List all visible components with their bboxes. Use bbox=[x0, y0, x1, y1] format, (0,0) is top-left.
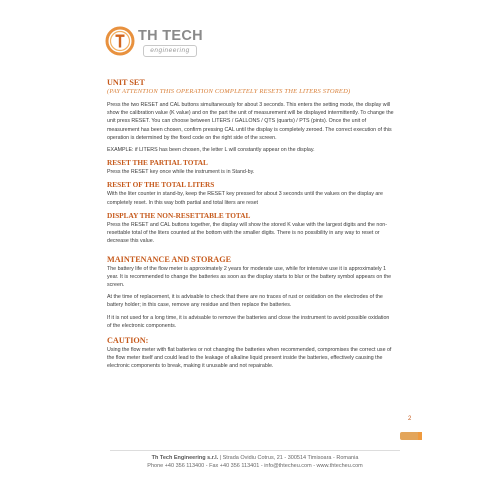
page-number: 2 bbox=[408, 416, 412, 422]
caution-heading: CAUTION: bbox=[107, 335, 149, 345]
footer-address: | Strada Ovidiu Cotrus, 21 - 300514 Timisoara - Romania bbox=[218, 455, 359, 461]
unit-set-example: EXAMPLE: if LITERS has been chosen, the letter L will constantly appear on the display. bbox=[107, 147, 315, 154]
caution-paragraph: Using the flow meter with flat batteries or not changing the batteries when recommended, compromises the correct use of the flow meter itself and could lead to the leakage of alkaline liquid present inside the batteries, effectively causing the electronic components to break, making it unusable and not repairable. bbox=[107, 346, 392, 370]
maintenance-paragraph-3: If it is not used for a long time, it is advisable to remove the batteries and close the instrument to avoid possible oxidation of the electronic components. bbox=[107, 314, 390, 329]
page-tab-marker bbox=[400, 432, 418, 440]
unit-set-paragraph: Press the two RESET and CAL buttons simultaneously for about 3 seconds. This enters the setting mode, the display will show the calibration value (K value) and on the part the unit of measurement will be displayed intermittently. To change the unit press RESET. You can choose between LITERS / GALLONS / QTS (quarts) / PTS (pints). Once the unit of measurement has been chosen, confirm pressing CAL until the display is completely zeroed. The correct execution of this operation is determined by the fixed code on the right side of the screen. bbox=[107, 102, 394, 141]
footer-contact: Phone +40 356 113400 - Fax +40 356 113401 - info@thtecheu.com - www.thtecheu.com bbox=[147, 463, 363, 469]
unit-set-warning: (PAY ATTENTION THIS OPERATION COMPLETELY RESETS THE LITERS STORED) bbox=[107, 88, 351, 96]
reset-partial-heading: RESET THE PARTIAL TOTAL bbox=[107, 158, 208, 168]
footer-address-row bbox=[100, 454, 410, 462]
footer bbox=[100, 454, 410, 470]
brand-name: TH TECH bbox=[138, 28, 203, 44]
maintenance-paragraph-2: At the time of replacement, it is advisable to check that there are no traces of rust or oxidation on the electrodes of the battery holder; in this case, remove any residue and then replace the batteries. bbox=[107, 294, 383, 309]
unit-set-heading: UNIT SET bbox=[107, 78, 145, 87]
reset-total-paragraph: With the liter counter in stand-by, keep the RESET key pressed for about 3 seconds until the values on the display are completely reset. In this way both partial and total liters are reset bbox=[107, 191, 383, 206]
maintenance-paragraph-1: The battery life of the flow meter is approximately 2 years for moderate use, while for intensive use it is approximately 1 year. It is recommended to change the batteries as soon as the display starts to blur or the battery symbol appears on the screen. bbox=[107, 265, 392, 288]
document-body bbox=[107, 78, 395, 375]
non-resettable-paragraph: Press the RESET and CAL buttons together, the display will show the stored K value with the largest digits and the non-resettable total of the liters counted at the bottom with the smaller digits. There is no possibility in any way to reset or decrease this value. bbox=[107, 221, 388, 245]
brand-subtitle: engineering bbox=[143, 45, 197, 57]
footer-company: Th Tech Engineering s.r.l. bbox=[151, 455, 219, 461]
reset-partial-paragraph: Press the RESET key once while the instrument is in Stand-by. bbox=[107, 169, 255, 176]
non-resettable-heading: DISPLAY THE NON-RESETTABLE TOTAL bbox=[107, 210, 251, 220]
company-logo bbox=[105, 26, 205, 60]
maintenance-heading: MAINTENANCE AND STORAGE bbox=[107, 254, 232, 264]
logo-gear-icon bbox=[105, 26, 135, 56]
footer-divider bbox=[110, 450, 400, 451]
reset-total-heading: RESET OF THE TOTAL LITERS bbox=[107, 180, 215, 190]
page-tab-edge bbox=[418, 432, 422, 440]
